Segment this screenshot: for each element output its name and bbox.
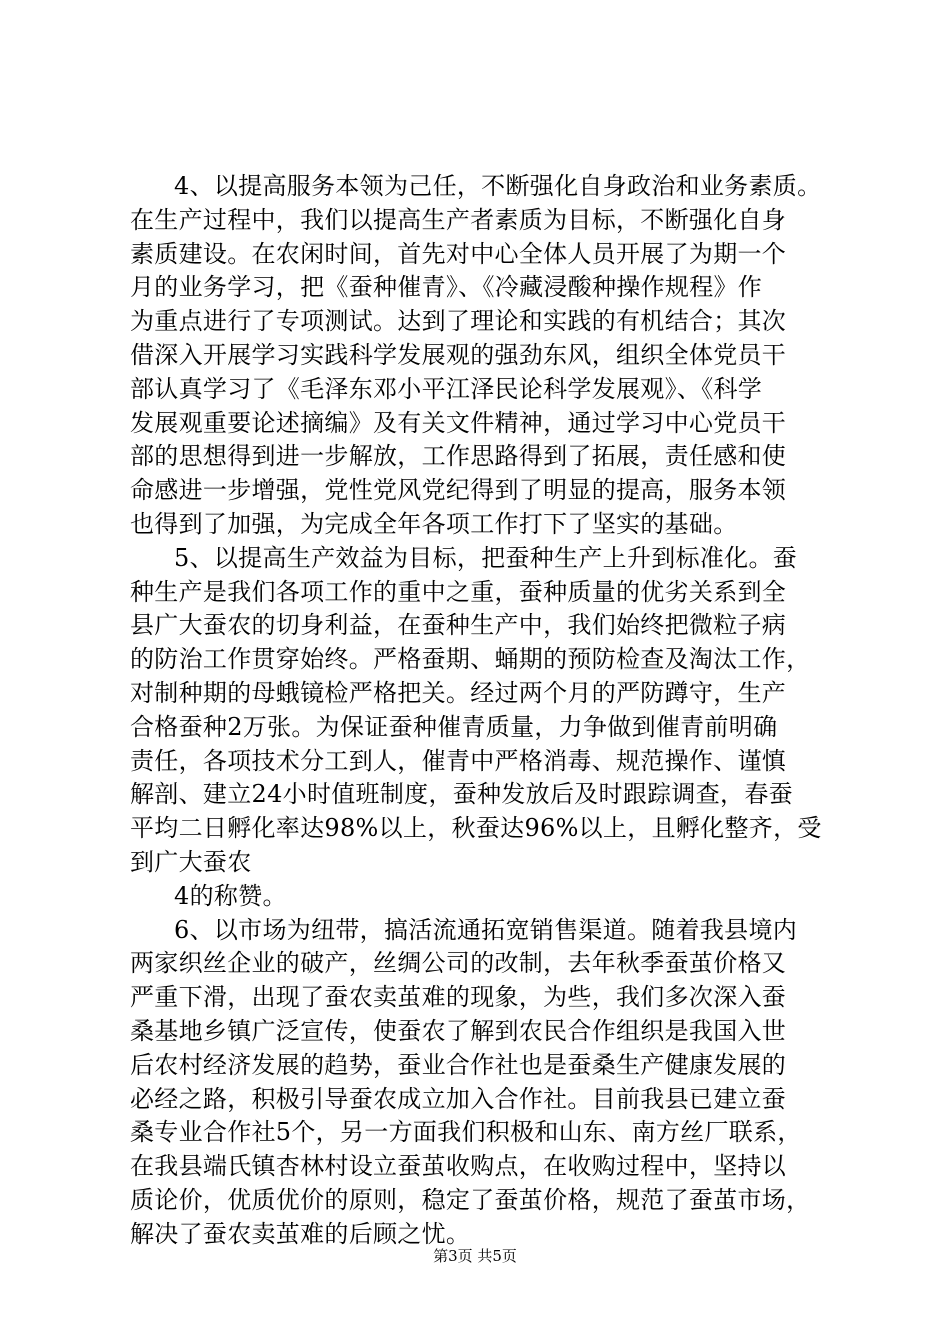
text-line: 4、以提高服务本领为己任，不断强化自身政治和业务素质。 — [174, 172, 822, 200]
text-line: 为重点进行了专项测试。达到了理论和实践的有机结合；其次 — [130, 307, 787, 336]
text-line: 责任，各项技术分工到人，催青中严格消毒、规范操作、谨慎 — [130, 746, 787, 775]
text-line: 发展观重要论述摘编》及有关文件精神，通过学习中心党员干 — [130, 408, 787, 437]
text-line: 后农村经济发展的趋势，蚕业合作社也是蚕桑生产健康发展的 — [130, 1050, 787, 1079]
text-line: 在生产过程中，我们以提高生产者素质为目标，不断强化自身 — [130, 205, 787, 234]
text-line: 县广大蚕农的切身利益，在蚕种生产中，我们始终把微粒子病 — [130, 611, 787, 640]
text-line: 平均二日孵化率达98%以上，秋蚕达96%以上，且孵化整齐，受 — [130, 814, 822, 843]
text-line: 在我县端氏镇杏林村设立蚕茧收购点，在收购过程中，坚持以 — [130, 1152, 787, 1181]
text-line: 桑基地乡镇广泛宣传，使蚕农了解到农民合作组织是我国入世 — [130, 1016, 787, 1045]
text-line: 4的称赞。 — [174, 881, 287, 910]
text-line: 借深入开展学习实践科学发展观的强劲东风，组织全体党员干 — [130, 340, 787, 369]
text-line: 5、以提高生产效益为目标，把蚕种生产上升到标准化。蚕 — [174, 543, 798, 572]
text-line: 部的思想得到进一步解放，工作思路得到了拓展，责任感和使 — [130, 442, 787, 471]
text-line: 合格蚕种2万张。为保证蚕种催青质量，力争做到催青前明确 — [130, 712, 778, 741]
text-line: 6、以市场为纽带，搞活流通拓宽销售渠道。随着我县境内 — [174, 915, 798, 944]
page-footer — [0, 1246, 950, 1266]
text-line: 命感进一步增强，党性党风党纪得到了明显的提高，服务本领 — [130, 476, 787, 505]
text-line: 到广大蚕农 — [130, 847, 252, 876]
text-line: 的防治工作贯穿始终。严格蚕期、蛹期的预防检查及淘汰工作， — [130, 645, 811, 674]
page-total: 共5页 — [477, 1247, 517, 1265]
text-line: 素质建设。在农闲时间，首先对中心全体人员开展了为期一个 — [130, 239, 787, 268]
text-line: 也得到了加强，为完成全年各项工作打下了坚实的基础。 — [130, 509, 738, 538]
text-line: 两家织丝企业的破产，丝绸公司的改制，去年秋季蚕茧价格又 — [130, 949, 787, 978]
text-line: 部认真学习了《毛泽东邓小平江泽民论科学发展观》、《科学 — [130, 374, 763, 403]
text-line: 月的业务学习，把《蚕种催青》、《冷藏浸酸种操作规程》作 — [130, 273, 763, 302]
text-line: 解剖、建立24小时值班制度，蚕种发放后及时跟踪调查，春蚕 — [130, 780, 793, 809]
text-line: 桑专业合作社5个，另一方面我们积极和山东、南方丝厂联系， — [130, 1118, 802, 1147]
text-line: 对制种期的母蛾镜检严格把关。经过两个月的严防蹲守，生产 — [130, 678, 787, 707]
document-body — [130, 170, 826, 1252]
text-line: 解决了蚕农卖茧难的后顾之忧。 — [130, 1219, 471, 1248]
text-line: 严重下滑，出现了蚕农卖茧难的现象，为些，我们多次深入蚕 — [130, 983, 787, 1012]
text-line: 种生产是我们各项工作的重中之重，蚕种质量的优劣关系到全 — [130, 577, 787, 606]
page-number: 第3页 — [433, 1247, 473, 1265]
text-line: 必经之路，积极引导蚕农成立加入合作社。目前我县已建立蚕 — [130, 1084, 787, 1113]
text-line: 质论价，优质优价的原则，稳定了蚕茧价格，规范了蚕茧市场， — [130, 1185, 811, 1214]
